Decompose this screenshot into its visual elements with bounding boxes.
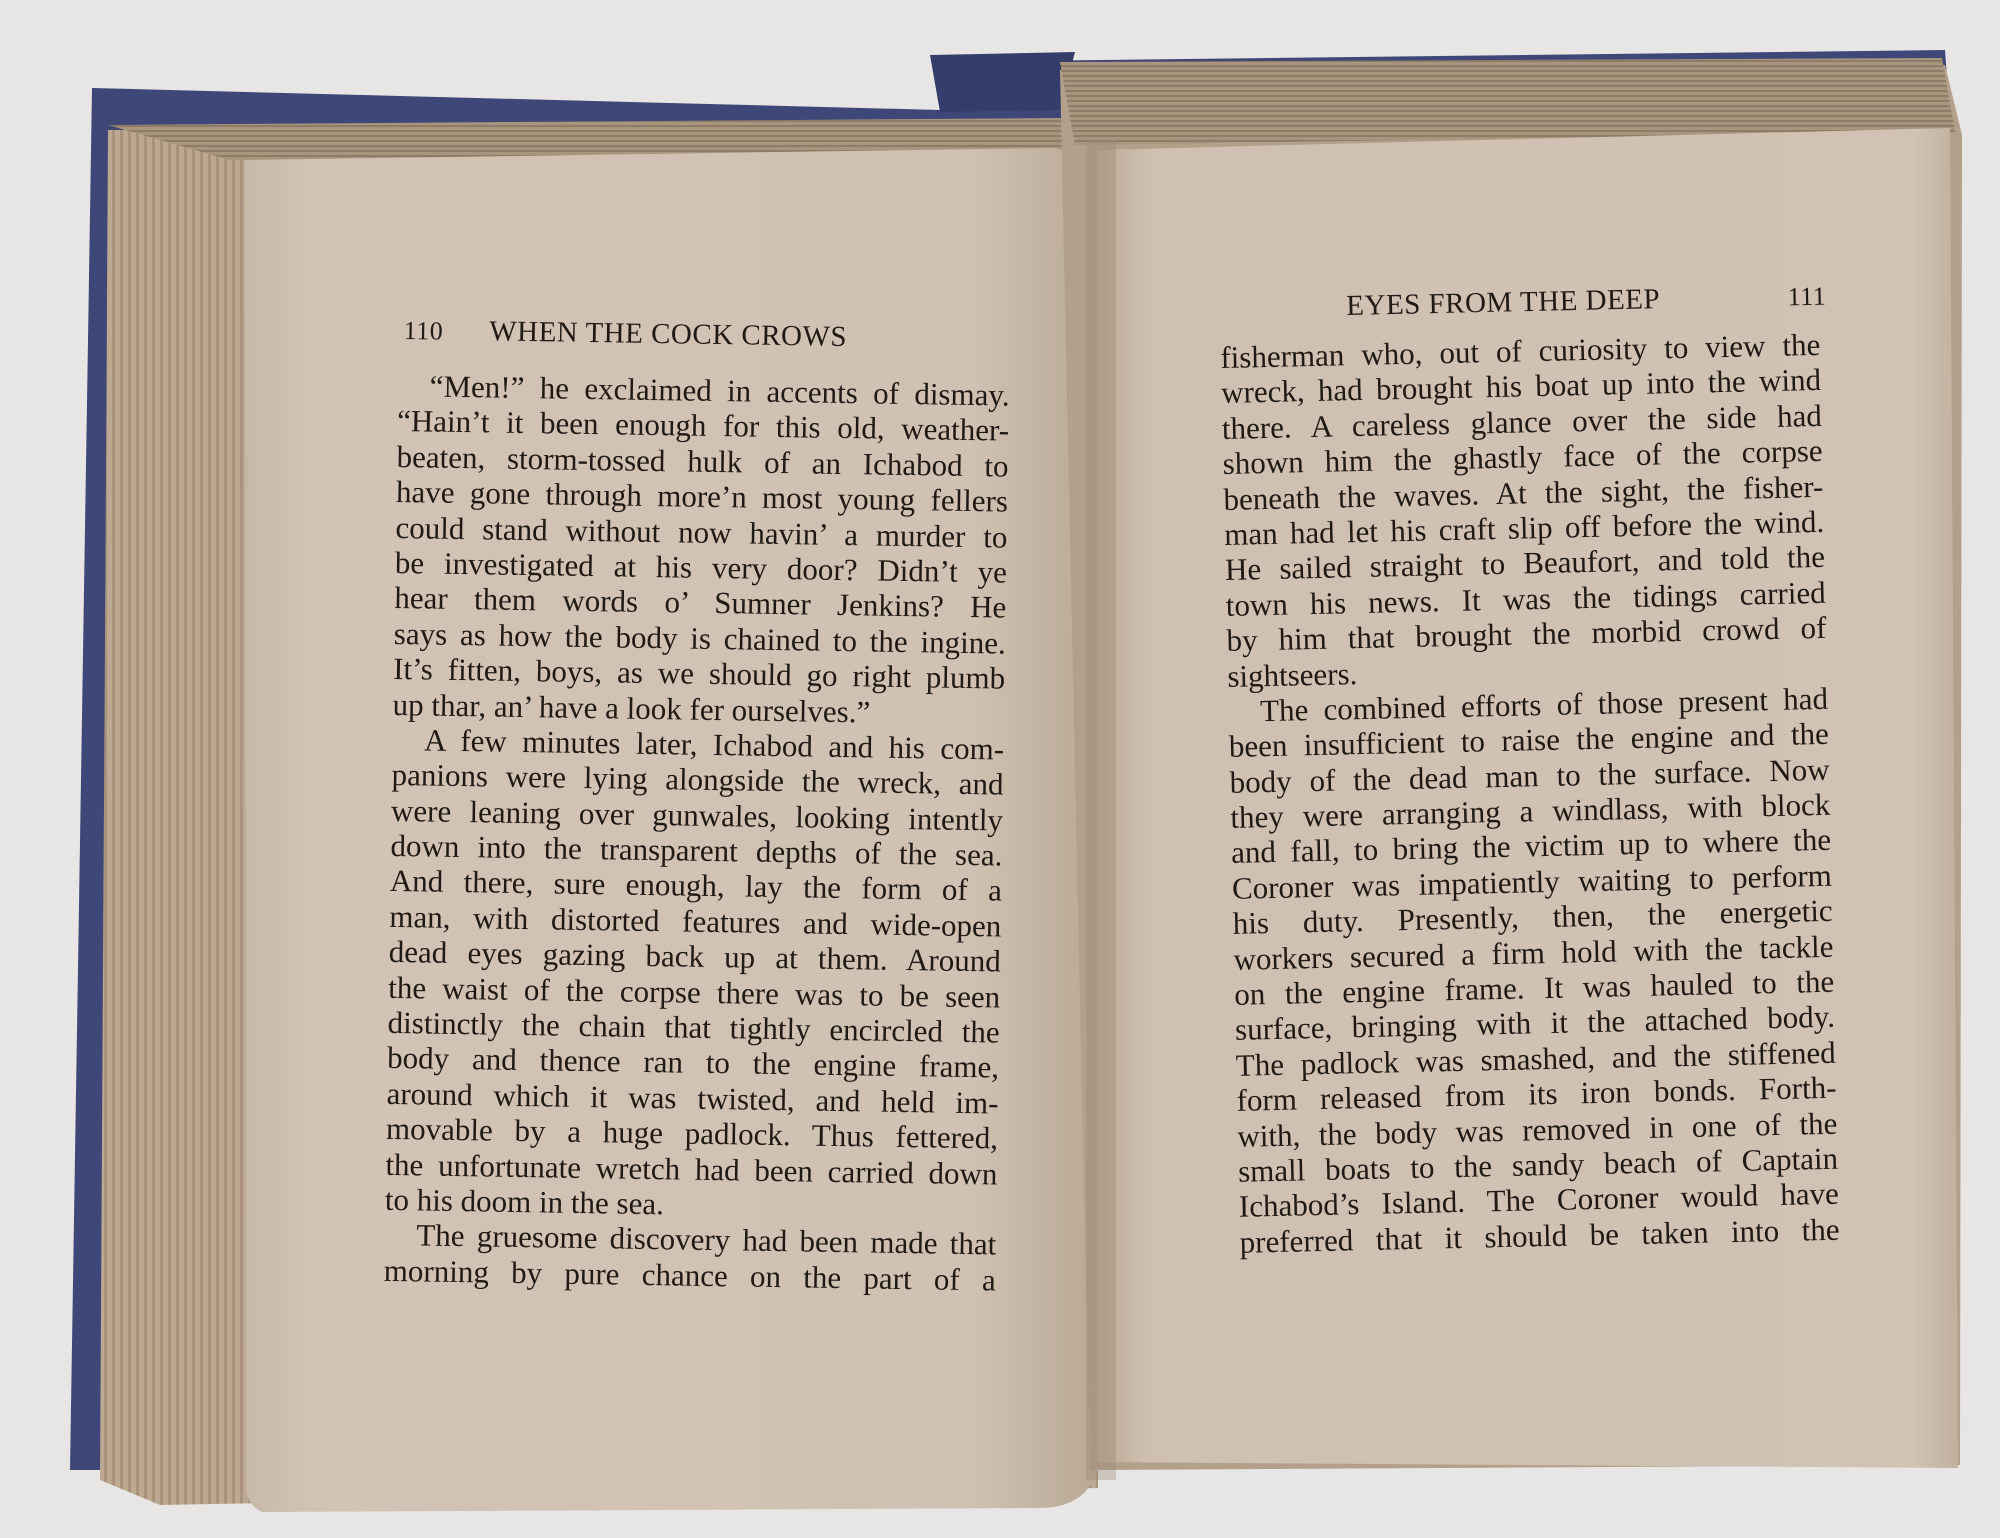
- text-line: the unfortunate wretch had been carried down: [385, 1146, 998, 1192]
- text-line: body of the dead man to the surface. Now: [1229, 751, 1830, 800]
- left-page-body: [384, 368, 1010, 1298]
- text-line: with, the body was removed in one of the: [1236, 1105, 1838, 1154]
- text-line: beaten, storm-tossed hulk of an Ichabod to: [396, 438, 1009, 484]
- text-line: Coroner was impatiently waiting to perform: [1231, 857, 1833, 906]
- text-line: be investigated at his very door? Didn’t ye: [394, 544, 1008, 590]
- left-running-title: WHEN THE COCK CROWS: [489, 315, 848, 353]
- text-line: And there, sure enough, lay the form of a: [389, 863, 1003, 909]
- text-line: form released from its iron bonds. Forth-: [1236, 1069, 1837, 1119]
- text-line: dead eyes gazing back up at them. Around: [388, 934, 1002, 979]
- text-line: “Hain’t it been enough for this old, weather-: [396, 403, 1010, 448]
- text-line: body and thence ran to the engine frame,: [386, 1040, 1000, 1085]
- text-line: He sailed straight to Beaufort, and told the: [1224, 539, 1826, 588]
- text-line: his duty. Presently, then, the energetic: [1232, 893, 1833, 942]
- right-page-body: [1220, 327, 1840, 1260]
- text-line: beneath the waves. At the sight, the fisher-: [1223, 468, 1824, 517]
- text-line: movable by a huge padlock. Thus fettered,: [385, 1111, 999, 1156]
- text-line: man, with distorted features and wide-open: [389, 898, 1002, 944]
- text-line: man had let his craft slip off before the wind.: [1223, 503, 1825, 552]
- gutter-shadow: [1086, 140, 1116, 1480]
- text-line: down into the transparent depths of the sea.: [390, 828, 1003, 873]
- text-line: surface, bringing with it the attached body.: [1234, 999, 1836, 1048]
- text-line: “Men!” he exclaimed in accents of dismay.: [429, 368, 1010, 413]
- text-line: preferred that it should be taken into the: [1239, 1211, 1840, 1260]
- text-line: the waist of the corpse there was to be seen: [388, 969, 1001, 1015]
- text-line: morning by pure chance on the part of a: [383, 1252, 997, 1298]
- text-line: up thar, an’ have a look fer ourselves.”: [392, 686, 871, 729]
- text-line: Ichabod’s Island. The Coroner would have: [1238, 1176, 1840, 1225]
- text-line: on the engine frame. It was hauled to the: [1233, 963, 1835, 1012]
- text-line: been insufficient to raise the engine and the: [1228, 716, 1830, 765]
- text-line: The padlock was smashed, and the stiffened: [1235, 1034, 1837, 1083]
- text-line: fisherman who, out of curiosity to view the: [1220, 326, 1821, 375]
- text-line: and fall, to bring the victim up to where the: [1230, 822, 1832, 871]
- text-line: It’s fitten, boys, as we should go right plumb: [393, 651, 1006, 696]
- text-line: workers secured a firm hold with the tackle: [1233, 928, 1834, 977]
- text-line: distinctly the chain that tightly encircled the: [387, 1004, 1000, 1050]
- text-line: The combined efforts of those present had: [1259, 680, 1829, 729]
- right-running-title: EYES FROM THE DEEP: [1346, 283, 1661, 322]
- text-line: to his doom in the sea.: [384, 1181, 665, 1222]
- right-page-number: 111: [1787, 281, 1827, 312]
- text-line: hear them words o’ Sumner Jenkins? He: [394, 580, 1007, 625]
- text-line: they were arranging a windlass, with block: [1230, 786, 1831, 835]
- text-line: The gruesome discovery had been made that: [416, 1217, 997, 1262]
- text-line: there. A careless glance over the side had: [1221, 397, 1823, 446]
- text-line: have gone through more’n most young fellers: [395, 474, 1009, 519]
- text-line: wreck, had brought his boat up into the wind: [1220, 362, 1822, 411]
- text-line: by him that brought the morbid crowd of: [1226, 609, 1827, 659]
- text-line: small boats to the sandy beach of Captain: [1237, 1140, 1839, 1189]
- text-line: says as how the body is chained to the ingine.: [393, 615, 1007, 661]
- text-line: around which it was twisted, and held im-: [386, 1075, 999, 1121]
- text-line: town his news. It was the tidings carried: [1225, 574, 1827, 623]
- left-page-number: 110: [403, 315, 444, 346]
- text-line: panions were lying alongside the wreck, and: [391, 757, 1004, 802]
- text-line: were leaning over gunwales, looking intently: [390, 792, 1004, 838]
- text-line: could stand without now havin’ a murder to: [395, 509, 1008, 555]
- text-line: sightseers.: [1226, 655, 1358, 694]
- text-line: shown him the ghastly face of the corpse: [1222, 433, 1823, 482]
- text-line: A few minutes later, Ichabod and his com-: [423, 722, 1005, 767]
